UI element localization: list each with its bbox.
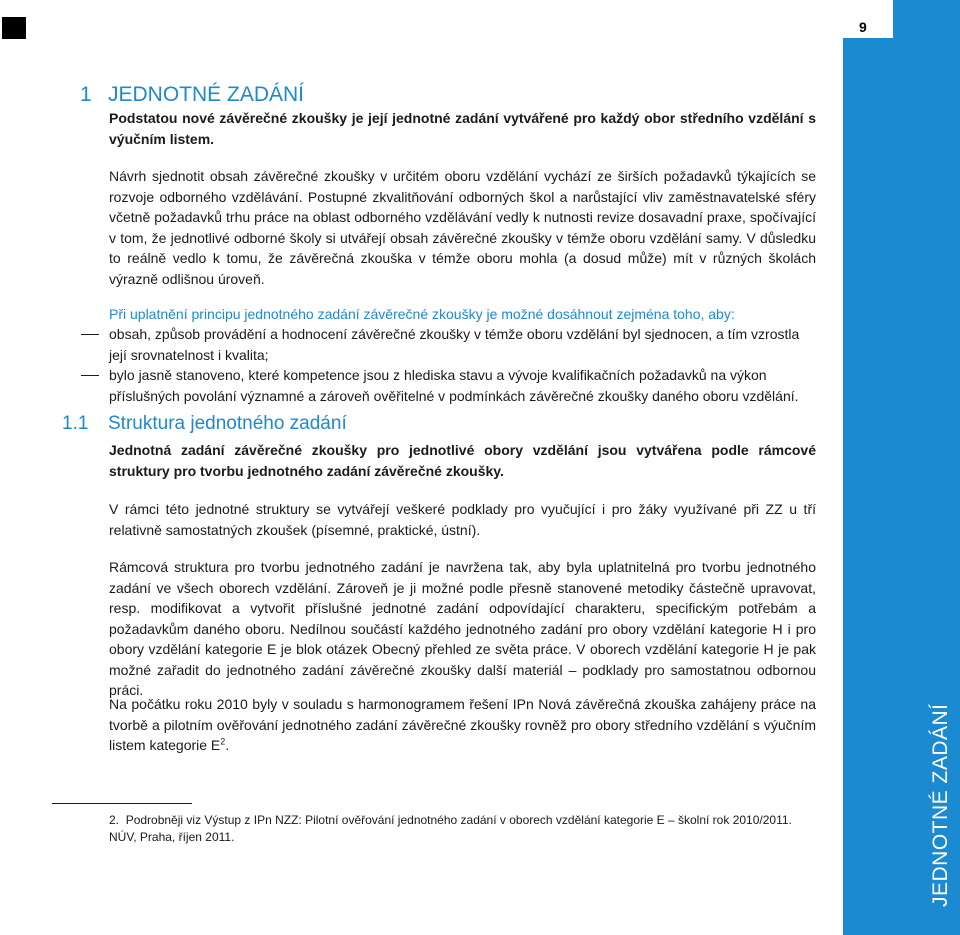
section-1-1-number: 1.1	[62, 413, 89, 434]
section-1-1-intro: Jednotná zadání závěrečné zkoušky pro jednotlivé obory vzdělání jsou vytvářena podle rámcové struktury pro tvorbu jednotného zadání závěrečné zkoušky.	[109, 442, 816, 479]
dash-list-item-1-text: obsah, způsob provádění a hodnocení závěrečné zkoušky v témže oboru vzdělání byl sjednocen, a tím vzrostla její srovnatelnost i kvalita;	[109, 326, 800, 363]
section-1-1-paragraph-1: V rámci této jednotné struktury se vytvářejí veškeré podklady pro vyučující i pro žáky využívané při ZZ u tří relativně samostatných zkoušek (písemné, praktické, ústní).	[109, 501, 816, 538]
section-1-1-paragraph-2: Rámcová struktura pro tvorbu jednotného zadání je navržena tak, aby byla uplatnitelná pro tvorbu jednotného zadání ve všech oborech vzdělání. Zároveň je ji možné podle přesně stanovené metodiky částečně upravovat, resp. modifikovat a vytvořit příslušné jednotné zadání odpovídající charakteru, specifickým potřebám a požadavkům daného oboru. Nedílnou součástí každého jednotného zadání pro obory vzdělání kategorie H i pro obory vzdělání kategorie E je blok otázek Obecný přehled ze světa práce. V oborech vzdělání kategorie H je pak možné zařadit do jednotného zadání závěrečné zkoušky další materiál – podklady pro samostatnou odbornou práci.	[109, 559, 816, 698]
side-chapter-label: JEDNOTNÉ ZADÁNÍ	[929, 703, 952, 907]
section-1-title: JEDNOTNÉ ZADÁNÍ	[108, 83, 305, 106]
section-1-1-heading	[62, 413, 347, 435]
footnote	[109, 812, 799, 846]
section-1-1-paragraph-3	[109, 694, 816, 756]
side-band-top	[893, 0, 960, 38]
section-1-heading	[80, 83, 304, 107]
dash-bullet	[81, 375, 99, 376]
section-1-intro: Podstatou nové závěrečné zkoušky je její jednotné zadání vytvářené pro každý obor středního vzdělání s výučním listem.	[109, 110, 816, 147]
footnote-reference[interactable]: 2	[220, 736, 226, 747]
page-number-box	[843, 17, 893, 39]
dash-list-item-1	[109, 324, 816, 365]
footnote-separator	[52, 803, 192, 804]
dash-list-item-2-text: bylo jasně stanoveno, které kompetence jsou z hlediska stavu a vývoje kvalifikačních požadavků na výkon příslušných povolání významné a zároveň ověřitelné v podmínkách závěrečné zkoušky daného oboru vzdělání.	[109, 367, 799, 404]
page-number: 9	[859, 19, 867, 35]
dash-list-item-2	[109, 365, 816, 406]
section-1-1-title: Struktura jednotného zadání	[108, 413, 347, 434]
footnote-marker: 2.	[109, 813, 120, 827]
dash-bullet	[81, 334, 99, 335]
paragraph-3-text: Na počátku roku 2010 byly v souladu s harmonogramem řešení IPn Nová závěrečná zkouška zahájeny práce na tvorbě a pilotním ověřování jednotného zadání závěrečné zkoušky rovněž pro obory středního vzdělání s výučním listem kategorie E	[109, 696, 816, 753]
footnote-text: Podrobněji viz Výstup z IPn NZZ: Pilotní ověřování jednotného zadání v oborech vzdělání kategorie E – školní rok 2010/2011. NÚV, Praha, říjen 2011.	[109, 813, 792, 844]
section-1-paragraph-1: Návrh sjednotit obsah závěrečné zkoušky v určitém oboru vzdělání vychází ze širších požadavků týkajících se rozvoje odborného vzdělávání. Postupné zkvalitňování odborných škol a narůstající vliv zaměstnavatelské sféry včetně požadavků trhu práce na oblast odborného vzdělávání vedly k nutnosti revize dosavadní praxe, spočívající v tom, že jednotlivé odborné školy si utvářejí obsah závěrečné zkoušky v témže oboru vzdělání samy. V důsledku to reálně vedlo k tomu, že závěrečná zkouška v témže oboru mohla (a dosud může) mít v různých školách výrazně odlišnou úroveň.	[109, 168, 816, 287]
paragraph-3-end: .	[225, 737, 230, 753]
section-1-number: 1	[80, 83, 92, 106]
section-1-lead: Při uplatnění principu jednotného zadání závěrečné zkoušky je možné dosáhnout zejména toho, aby:	[109, 306, 735, 322]
